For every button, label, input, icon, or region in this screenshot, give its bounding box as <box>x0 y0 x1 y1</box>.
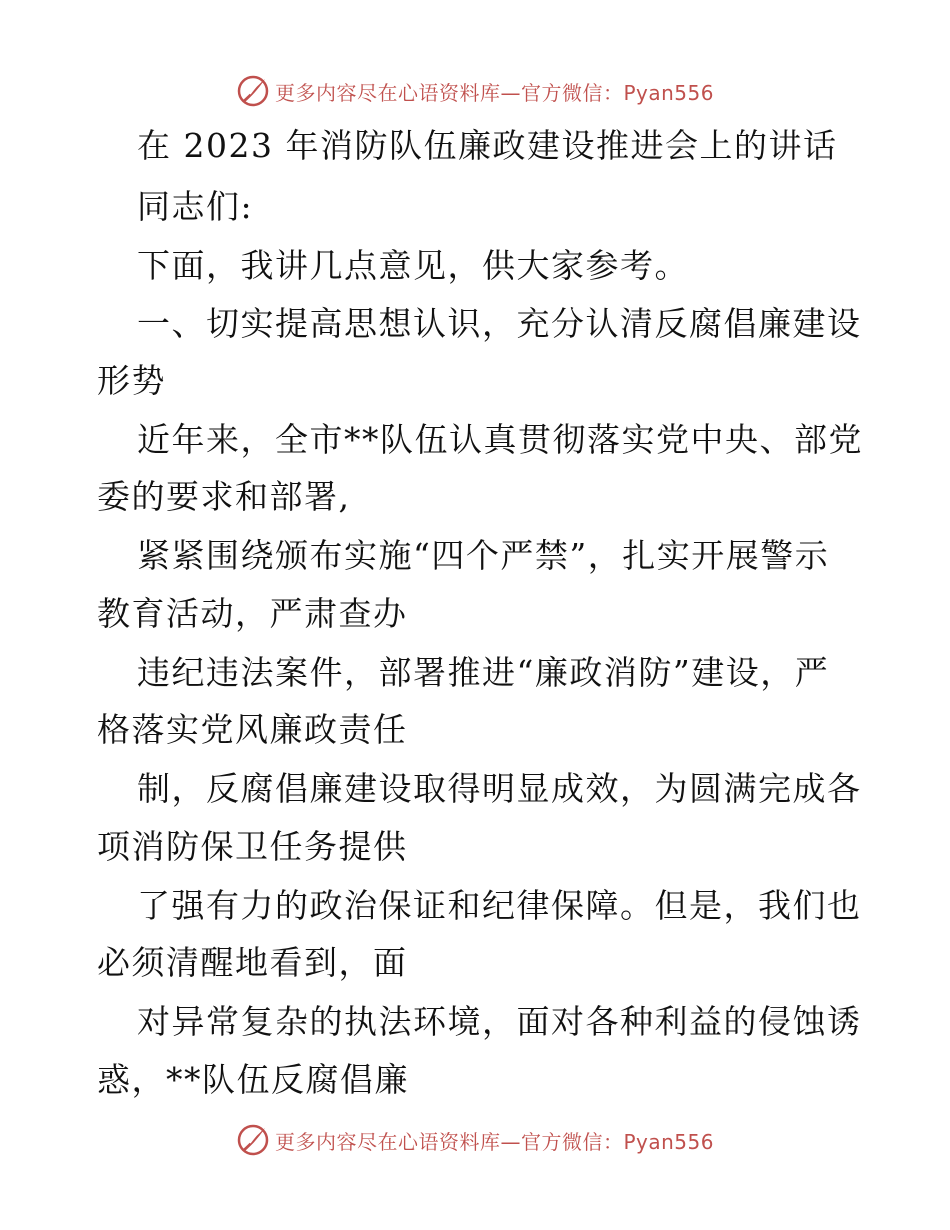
paragraph-3-line-2: 格落实党风廉政责任 <box>97 710 408 749</box>
paragraph-4-line-1: 制，反腐倡廉建设取得明显成效，为圆满完成各 <box>137 769 862 808</box>
paragraph-4-line-2: 项消防保卫任务提供 <box>97 827 408 866</box>
paragraph-6-line-2: 惑，**队伍反腐倡廉 <box>97 1060 409 1099</box>
paragraph-5-line-1: 了强有力的政治保证和纪律保障。但是，我们也 <box>137 886 862 925</box>
paragraph-2-line-2: 教育活动，严肃查办 <box>97 594 408 633</box>
paragraph-6-line-1: 对异常复杂的执法环境，面对各种利益的侵蚀诱 <box>137 1002 862 1041</box>
paragraph-3-line-1: 违纪违法案件，部署推进“廉政消防”建设，严 <box>137 653 830 692</box>
intro-paragraph: 下面，我讲几点意见，供大家参考。 <box>137 246 689 285</box>
paragraph-5-line-2: 必须清醒地看到，面 <box>97 943 408 982</box>
document-title: 在 2023 年消防队伍廉政建设推进会上的讲话 <box>137 126 838 165</box>
section-heading-line-2: 形势 <box>97 361 166 400</box>
header-banner-text: 更多内容尽在心语资料库—官方微信：Pyan556 <box>274 80 714 105</box>
footer-banner-text: 更多内容尽在心语资料库—官方微信：Pyan556 <box>274 1129 714 1154</box>
section-heading-line-1: 一、切实提高思想认识，充分认清反腐倡廉建设 <box>137 304 862 343</box>
paragraph-1-line-1: 近年来，全市**队伍认真贯彻落实党中央、部党 <box>137 420 863 459</box>
footer-banner <box>0 1120 950 1160</box>
header-banner <box>0 71 950 111</box>
salutation: 同志们: <box>137 187 254 226</box>
paragraph-1-line-2: 委的要求和部署, <box>97 477 351 516</box>
quill-circle-logo-icon <box>236 74 270 108</box>
paragraph-2-line-1: 紧紧围绕颁布实施“四个严禁”，扎实开展警示 <box>137 536 830 575</box>
quill-circle-logo-icon <box>236 1123 270 1157</box>
